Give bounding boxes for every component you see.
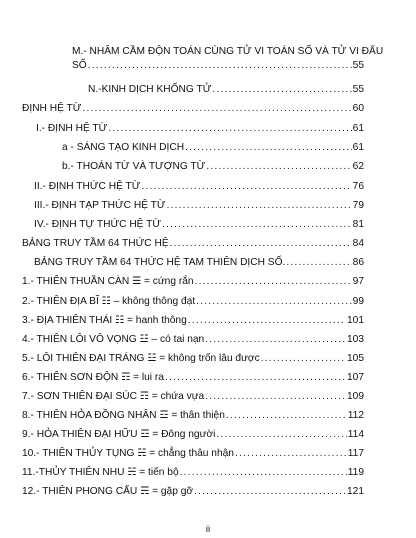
toc-entry-text: N.-KINH DỊCH KHỐNG TỬ	[88, 84, 212, 95]
toc-leader-dots	[108, 122, 351, 135]
toc-page-number: 60	[352, 103, 364, 114]
toc-page-number: 84	[352, 238, 364, 249]
toc-entry-hexagram-12[interactable]	[22, 485, 364, 498]
toc-entry-m-text: M.- NHÂM CẦM ĐỘN TOÁN CÙNG TỬ VI TOÁN SỐ VÀ TỬ VI ĐẨU	[72, 46, 384, 57]
toc-entry-hexagram-10[interactable]	[22, 447, 364, 460]
toc-leader-dots	[261, 352, 346, 365]
toc-leader-dots	[216, 428, 346, 441]
toc-leader-dots	[194, 485, 346, 498]
toc-leader-dots	[170, 237, 352, 250]
toc-entry-bang-truy-tam[interactable]	[22, 237, 364, 250]
toc-entry-m-cont: SỐ	[72, 60, 87, 71]
toc-entry-ii[interactable]	[34, 180, 364, 193]
toc-leader-dots	[188, 314, 346, 327]
toc-page-number: 79	[352, 200, 364, 211]
toc-page-number: 105	[347, 353, 364, 364]
toc-entry-n[interactable]	[88, 83, 364, 96]
toc-leader-dots	[185, 141, 352, 154]
toc-entry-iv[interactable]	[34, 218, 364, 231]
toc-entry-hexagram-8[interactable]	[22, 409, 364, 422]
toc-leader-dots	[82, 102, 351, 115]
toc-entry-i[interactable]	[36, 122, 364, 135]
page-number-footer: ii	[205, 524, 211, 535]
toc-entry-text: 12.- THIÊN PHONG CẤU ☴ = gặp gỡ	[22, 486, 194, 497]
toc-entry-text: 8.- THIÊN HỎA ĐỒNG NHÂN ☲ = thân thiện	[22, 410, 225, 421]
toc-entry-text: BẢNG TRUY TẦM 64 THỨC HỆ	[22, 238, 169, 249]
toc-leader-dots	[195, 275, 352, 288]
toc-entry-hexagram-9[interactable]	[22, 428, 364, 441]
toc-entry-hexagram-6[interactable]	[22, 371, 364, 384]
toc-leader-dots	[180, 466, 347, 479]
toc-page-number: 107	[347, 372, 364, 383]
toc-entry-hexagram-7[interactable]	[22, 390, 364, 403]
toc-entry-text: II.- ĐỊNH THỨC HỆ TỪ	[34, 181, 141, 192]
toc-leader-dots	[206, 160, 351, 173]
toc-entry-iii[interactable]	[34, 199, 364, 212]
toc-leader-dots	[286, 256, 351, 269]
toc-entry-text: 7.- SƠN THIÊN ĐẠI SÚC ☶ = chứa vựa	[22, 391, 205, 402]
toc-leader-dots	[235, 447, 347, 460]
toc-page-number: 86	[352, 257, 364, 268]
toc-leader-dots	[88, 59, 352, 72]
toc-entry-ib[interactable]	[62, 160, 364, 173]
toc-entry-text: IV.- ĐỊNH TỰ THỨC HỆ TỪ	[34, 219, 162, 230]
toc-entry-text: 6.- THIÊN SƠN ĐỘN ☶ = lui ra	[22, 372, 164, 383]
toc-page-number: 99	[352, 296, 364, 307]
toc-entry-text: 9.- HỎA THIÊN ĐẠI HỮU ☲ = Đông người	[22, 429, 216, 440]
toc-leader-dots	[212, 83, 351, 96]
toc-page-number: 101	[347, 315, 364, 326]
toc-entry-text: 10.- THIÊN THỦY TỤNG ☵ = chẳng thâu nhận	[22, 448, 234, 459]
toc-entry-hexagram-11[interactable]	[22, 466, 364, 479]
toc-leader-dots	[226, 409, 347, 422]
toc-page-number: 114	[347, 429, 364, 440]
toc-entry-text: 3.- ĐỊA THIÊN THÁI ☷ = hanh thông	[22, 315, 187, 326]
toc-entry-text: III.- ĐỊNH TẠP THỨC HỆ TỪ	[34, 200, 166, 211]
toc-entry-bang-truy-tam-dich-so[interactable]	[34, 256, 364, 269]
toc-leader-dots	[141, 180, 351, 193]
toc-entry-text: 1.- THIÊN THUẦN CÀN ☰ = cứng rắn	[22, 276, 194, 287]
toc-leader-dots	[196, 295, 351, 308]
toc-leader-dots	[205, 333, 346, 346]
toc-page-number: 112	[347, 410, 364, 421]
toc-entry-text: BẢNG TRUY TẦM 64 THỨC HỆ TAM THIÊN DỊCH SỐ.	[34, 257, 286, 268]
toc-page-number: 55	[352, 60, 364, 71]
toc-entry-text: 2.- THIÊN ĐỊA BĨ ☷ – không thông đạt	[22, 296, 196, 307]
toc-entry-hexagram-2[interactable]	[22, 295, 364, 308]
toc-page-number: 117	[347, 448, 364, 459]
toc-page-number: 55	[352, 84, 364, 95]
toc-entry-text: a - SÁNG TẠO KINH DỊCH	[62, 142, 185, 153]
toc-page-number: 109	[347, 391, 364, 402]
toc-leader-dots	[205, 390, 346, 403]
toc-entry-m[interactable]	[72, 59, 364, 72]
toc-page-number: 103	[347, 334, 364, 345]
toc-page-number: 61	[352, 123, 364, 134]
toc-entry-hexagram-5[interactable]	[22, 352, 364, 365]
toc-entry-hexagram-3[interactable]	[22, 314, 364, 327]
toc-leader-dots	[162, 218, 352, 231]
toc-page-number: 121	[347, 486, 364, 497]
toc-page-number: 62	[352, 161, 364, 172]
toc-entry-hexagram-4[interactable]	[22, 333, 364, 346]
toc-entry-text: I.- ĐỊNH HỆ TỪ	[36, 123, 108, 134]
toc-page-number: 81	[352, 219, 364, 230]
toc-page-number: 61	[352, 142, 364, 153]
toc-entry-hexagram-1[interactable]	[22, 275, 364, 288]
toc-entry-ia[interactable]	[62, 141, 364, 154]
toc-page-number: 76	[352, 181, 364, 192]
toc-entry-text: 4.- THIÊN LÔI VÔ VỌNG ☳ – có tai nạn	[22, 334, 205, 345]
toc-leader-dots	[165, 371, 346, 384]
toc-entry-text: ĐỊNH HỆ TỪ	[22, 103, 82, 114]
toc-entry-dinh-he-tu[interactable]	[22, 102, 364, 115]
toc-page-number: 97	[352, 276, 364, 287]
toc-entry-text: b.- THOÁN TỪ VÀ TƯỢNG TỪ	[62, 161, 206, 172]
toc-entry-text: 5.- LÔI THIÊN ĐẠI TRÁNG ☳ = không trốn lâu được	[22, 353, 260, 364]
toc-page-number: 119	[347, 467, 364, 478]
toc-leader-dots	[167, 199, 352, 212]
toc-entry-text: 11.-THỦY THIÊN NHU ☵ = tiến bộ	[22, 467, 179, 478]
